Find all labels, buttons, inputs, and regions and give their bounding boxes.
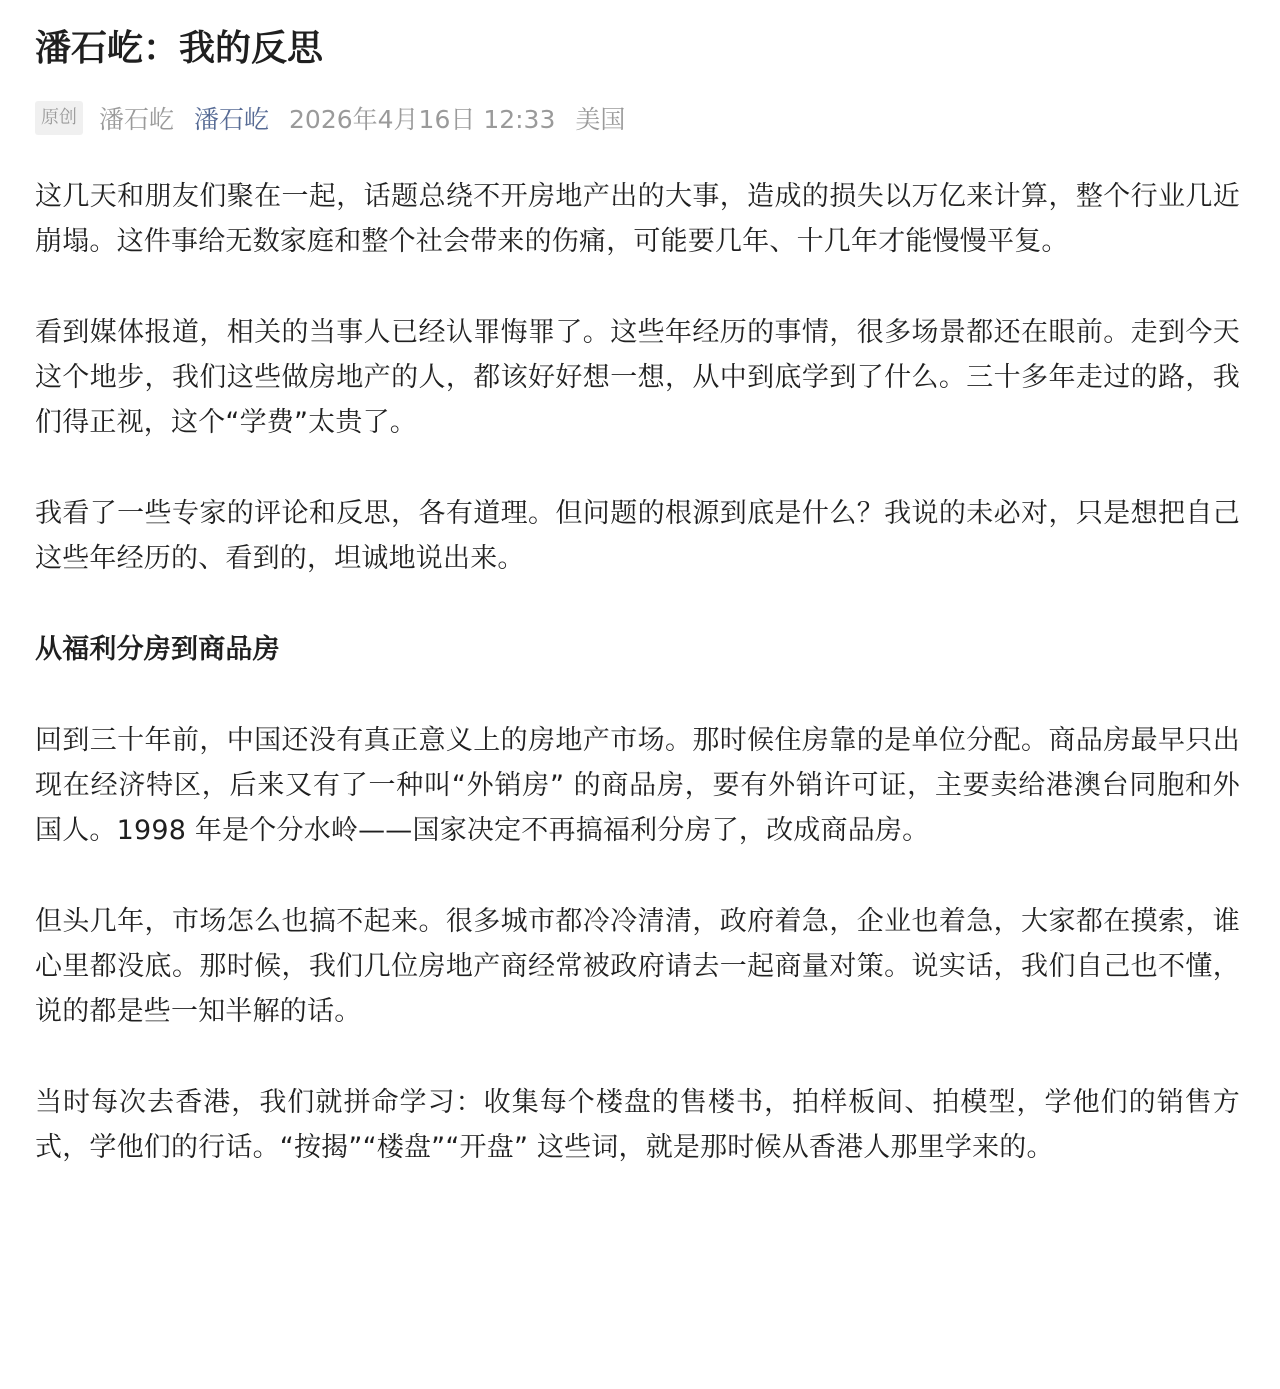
article-meta (35, 98, 625, 138)
publish-location: 美国 (575, 105, 626, 134)
paragraph: 这几天和朋友们聚在一起，话题总绕不开房地产出的大事，造成的损失以万亿来计算，整个行业几近崩塌。这件事给无数家庭和整个社会带来的伤痛，可能要几年、十几年才能慢慢平复。 (35, 181, 1240, 257)
paragraph: 回到三十年前，中国还没有真正意义上的房地产市场。那时候住房靠的是单位分配。商品房最早只出现在经济特区，后来又有了一种叫“外销房” 的商品房，要有外销许可证，主要卖给港澳台同胞和外国人。1998 年是个分水岭——国家决定不再搞福利分房了，改成商品房。 (35, 725, 1240, 846)
paragraph: 看到媒体报道，相关的当事人已经认罪悔罪了。这些年经历的事情，很多场景都还在眼前。走到今天这个地步，我们这些做房地产的人，都该好好想一想，从中到底学到了什么。三十多年走过的路，我们得正视，这个“学费”太贵了。 (35, 317, 1240, 438)
author-name: 潘石屹 (99, 105, 175, 134)
publish-date: 2026年4月16日 12:33 (289, 105, 556, 134)
paragraph: 我看了一些专家的评论和反思，各有道理。但问题的根源到底是什么？我说的未必对，只是想把自己这些年经历的、看到的，坦诚地说出来。 (35, 498, 1240, 574)
original-badge: 原创 (35, 101, 83, 135)
paragraph: 但头几年，市场怎么也搞不起来。很多城市都冷冷清清，政府着急，企业也着急，大家都在摸索，谁心里都没底。那时候，我们几位房地产商经常被政府请去一起商量对策。说实话，我们自己也不懂，说的都是些一知半解的话。 (35, 906, 1240, 1027)
account-link[interactable]: 潘石屹 (194, 105, 270, 134)
section-heading: 从福利分房到商品房 (35, 634, 280, 665)
article-body (35, 174, 1240, 1170)
paragraph: 当时每次去香港，我们就拼命学习：收集每个楼盘的售楼书，拍样板间、拍模型，学他们的销售方式，学他们的行话。“按揭”“楼盘”“开盘” 这些词，就是那时候从香港人那里学来的。 (35, 1087, 1240, 1163)
article-title: 潘石屹：我的反思 (35, 28, 324, 69)
